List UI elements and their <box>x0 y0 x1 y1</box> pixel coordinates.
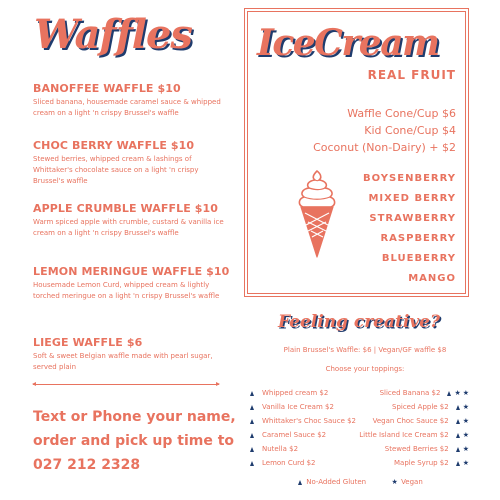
gluten-free-icon <box>250 461 254 466</box>
topping-label: Little Island Ice Cream $2 <box>359 431 449 439</box>
plain-waffle-price: Plain Brussel's Waffle: $6 | Vegan/GF waffle $8 <box>283 346 447 354</box>
topping-item <box>320 387 470 399</box>
ice-cream-cone-icon <box>295 169 339 259</box>
gluten-free-icon <box>250 391 254 396</box>
icecream-subtitle: REAL FRUIT <box>367 68 456 82</box>
gluten-free-icon <box>456 447 460 452</box>
menu-item-name: LIEGE WAFFLE $6 <box>33 336 143 349</box>
menu-item-description: Warm spiced apple with crumble, custard & vanilla ice cream on a light 'n crispy Brussel's waffle <box>33 218 224 237</box>
gluten-free-icon <box>298 480 302 485</box>
gluten-free-icon <box>250 419 254 424</box>
star-icon: ★ <box>462 403 469 411</box>
menu-item-name: CHOC BERRY WAFFLE $10 <box>33 139 195 152</box>
waffles-column <box>0 0 236 500</box>
legend-vegan-label: Vegan <box>401 478 423 486</box>
flavour-item: RASPBERRY <box>380 233 456 244</box>
topping-item <box>320 429 470 441</box>
gluten-free-icon <box>456 433 460 438</box>
price-item: Coconut (Non-Dairy) + $2 <box>313 141 456 154</box>
order-line: Text or Phone your name, <box>33 409 236 425</box>
flavour-item: STRAWBERRY <box>369 213 456 224</box>
flavour-item: BOYSENBERRY <box>363 173 456 184</box>
menu-item <box>33 336 231 373</box>
price-item: Waffle Cone/Cup $6 <box>347 107 456 120</box>
topping-label: Whittaker's Choc Sauce $2 <box>262 417 357 425</box>
topping-label: Lemon Curd $2 <box>262 459 316 467</box>
menu-item <box>33 82 231 119</box>
menu-item-name: BANOFFEE WAFFLE $10 <box>33 82 181 95</box>
menu-item-name: APPLE CRUMBLE WAFFLE $10 <box>33 202 219 215</box>
star-icon: ★ <box>462 445 469 453</box>
flavour-item: BLUEBERRY <box>381 253 456 264</box>
phone-number: 027 212 2328 <box>33 457 141 473</box>
flavour-item: MANGO <box>408 273 456 284</box>
star-icon: ★ <box>462 389 469 397</box>
topping-label: Whipped cream $2 <box>262 389 329 397</box>
star-icon: ★ <box>462 459 469 467</box>
gluten-free-icon <box>456 405 460 410</box>
icecream-title: IceCream <box>257 22 439 64</box>
order-instructions <box>33 405 236 477</box>
topping-item <box>320 443 470 455</box>
flavour-item: MIXED BERRY <box>368 193 456 204</box>
menu-item <box>33 265 231 302</box>
topping-label: Sliced Banana $2 <box>379 389 441 397</box>
order-line: order and pick up time to <box>33 433 235 449</box>
topping-label: Vegan Choc Sauce $2 <box>372 417 449 425</box>
topping-item <box>320 415 470 427</box>
gluten-free-icon <box>250 447 254 452</box>
legend-gluten-label: No-Added Gluten <box>306 478 367 486</box>
menu-item-name: LEMON MERINGUE WAFFLE $10 <box>33 265 230 278</box>
gluten-free-icon <box>250 405 254 410</box>
dietary-legend <box>296 478 476 486</box>
divider <box>33 384 219 385</box>
menu-item <box>33 202 231 239</box>
icecream-panel <box>244 8 469 297</box>
star-icon: ★ <box>462 417 469 425</box>
price-item: Kid Cone/Cup $4 <box>364 124 456 137</box>
creative-title: Feeling creative? <box>278 312 440 332</box>
topping-label: Vanilla Ice Cream $2 <box>262 403 334 411</box>
topping-label: Stewed Berries $2 <box>384 445 449 453</box>
star-icon: ★ <box>462 431 469 439</box>
menu-item-description: Housemade Lemon Curd, whipped cream & lightly torched meringue on a light 'n crispy Brussel's waffle <box>33 281 220 300</box>
topping-item <box>320 457 470 469</box>
topping-item <box>320 401 470 413</box>
flavour-list <box>363 169 456 289</box>
waffles-title: Waffles <box>34 11 192 58</box>
gluten-free-icon <box>456 461 460 466</box>
menu-item-description: Sliced banana, housemade caramel sauce & whipped cream on a light 'n crispy Brussel's waffle <box>33 98 221 117</box>
gluten-free-icon <box>250 433 254 438</box>
topping-label: Caramel Sauce $2 <box>262 431 327 439</box>
menu-item-description: Stewed berries, whipped cream & lashings of Whittaker's chocolate sauce on a light 'n crispy Brussel's waffle <box>33 155 199 185</box>
star-icon: ★ <box>454 389 461 397</box>
gluten-free-icon <box>456 419 460 424</box>
topping-label: Spiced Apple $2 <box>392 403 449 411</box>
topping-label: Maple Syrup $2 <box>393 459 449 467</box>
gluten-free-icon <box>447 391 451 396</box>
toppings-heading: Choose your toppings: <box>325 365 405 373</box>
star-icon: ★ <box>391 478 398 486</box>
menu-item-description: Soft & sweet Belgian waffle made with pearl sugar, served plain <box>33 352 213 371</box>
menu-item <box>33 139 231 187</box>
price-list <box>313 105 456 156</box>
topping-label: Nutella $2 <box>262 445 299 453</box>
